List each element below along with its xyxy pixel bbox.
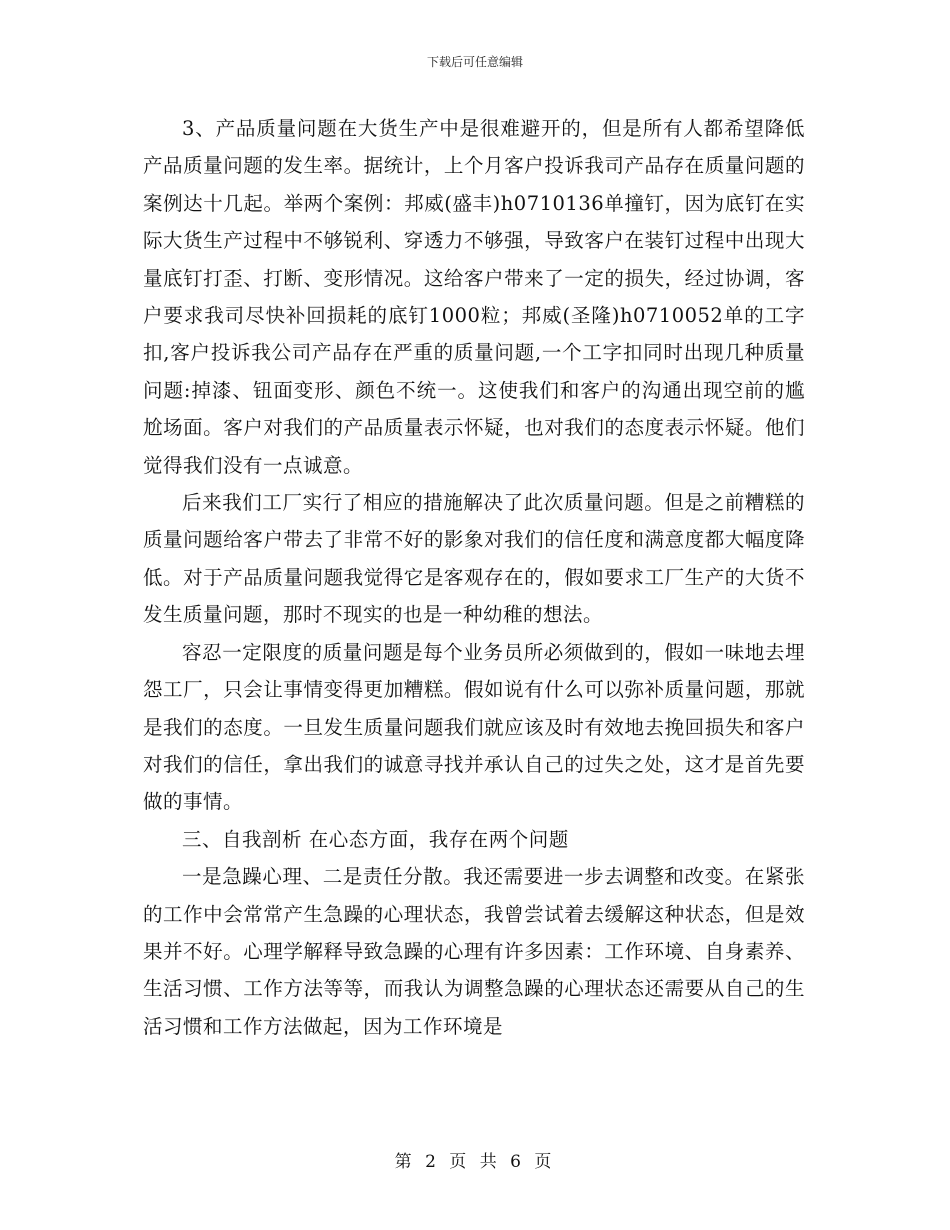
paragraph-factory-measures: 后来我们工厂实行了相应的措施解决了此次质量问题。但是之前糟糕的质量问题给客户带去了非常不好的影象对我们的信任度和满意度都大幅度降低。对于产品质量问题我觉得它是客观存在的，假如要求工厂生产的大货不发生质量问题，那时不现实的也是一种幼稚的想法。 [143, 491, 805, 627]
paragraph-tolerance-attitude: 容忍一定限度的质量问题是每个业务员所必须做到的，假如一味地去埋怨工厂，只会让事情变得更加糟糕。假如说有什么可以弥补质量问题，那就是我们的态度。一旦发生质量问题我们就应该及时有效地去挽回损失和客户对我们的信任，拿出我们的诚意寻找并承认自己的过失之处，这才是首先要做的事情。 [143, 640, 805, 814]
paragraph-impatience: 一是急躁心理、二是责任分散。我还需要进一步去调整和改变。在紧张的工作中会常常产生急躁的心理状态，我曾尝试着去缓解这种状态，但是效果并不好。心理学解释导致急躁的心理有许多因素：工作环境、自身素养、生活习惯、工作方法等等，而我认为调整急躁的心理状态还需要从自己的生活习惯和工作方法做起，因为工作环境是 [143, 865, 805, 1038]
section-heading-self-analysis: 三、自我剖析 在心态方面，我存在两个问题 [182, 827, 569, 851]
document-body [143, 110, 805, 1045]
page-header: 下载后可任意编辑 [426, 55, 523, 69]
page-number-footer: 第 2 页 共 6 页 [394, 1152, 556, 1172]
paragraph-quality-cases: 3、产品质量问题在大货生产中是很难避开的，但是所有人都希望降低产品质量问题的发生率。据统计，上个月客户投诉我司产品存在质量问题的案例达十几起。举两个案例：邦威(盛丰)h0710136单撞钉，因为底钉在实际大货生产过程中不够锐利、穿透力不够强，导致客户在装钉过程中出现大量底钉打歪、打断、变形情况。这给客户带来了一定的损失，经过协调，客户要求我司尽快补回损耗的底钉1000粒；邦威(圣隆)h0710052单的工字扣,客户投诉我公司产品存在严重的质量问题,一个工字扣同时出现几种质量问题:掉漆、钮面变形、颜色不统一。这使我们和客户的沟通出现空前的尴尬场面。客户对我们的产品质量表示怀疑，也对我们的态度表示怀疑。他们觉得我们没有一点诚意。 [143, 117, 805, 477]
